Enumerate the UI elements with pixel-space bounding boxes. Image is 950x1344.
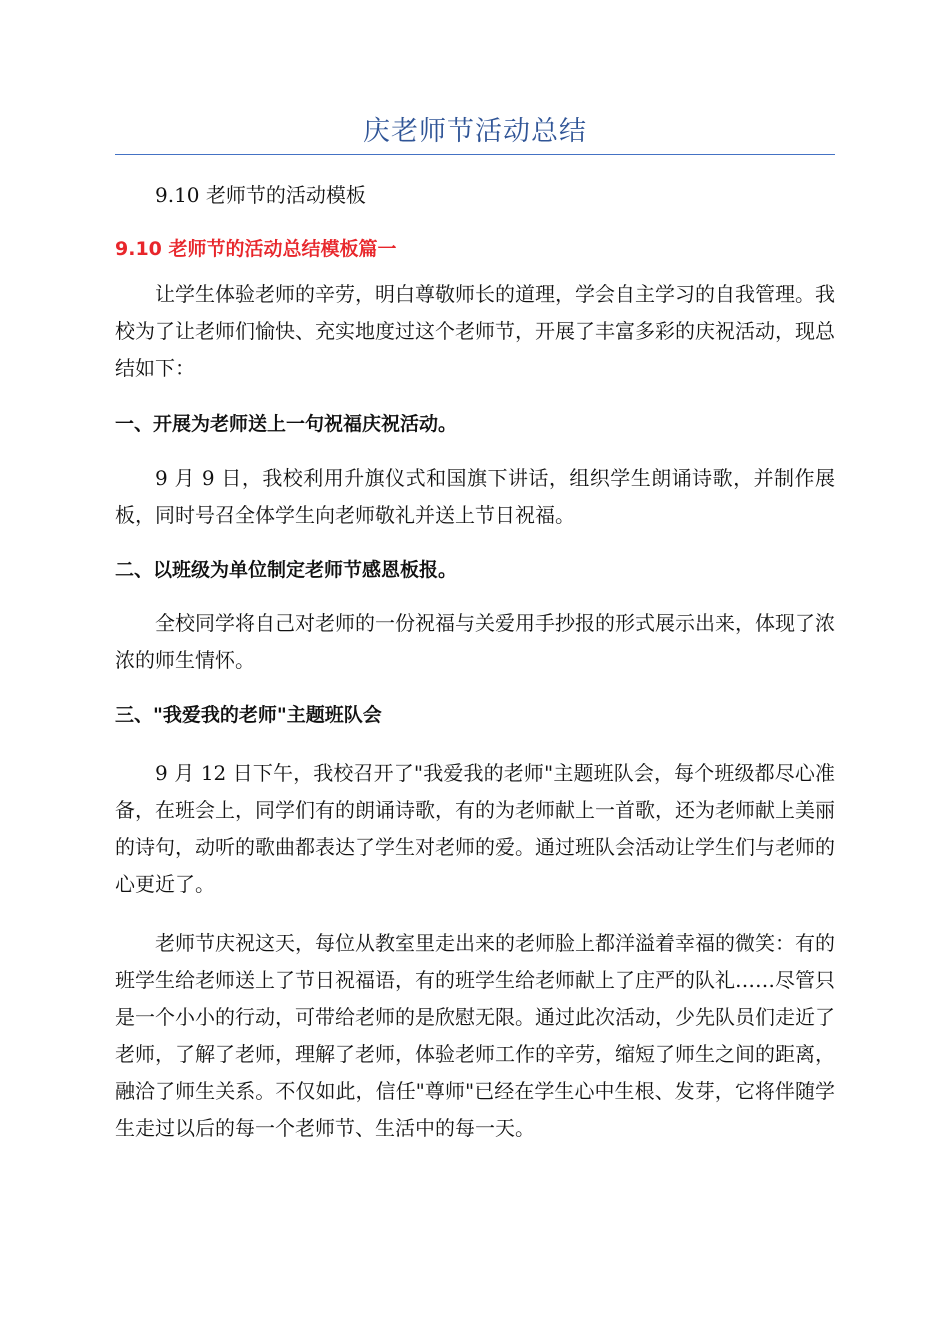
closing-paragraph: 老师节庆祝这天，每位从教室里走出来的老师脸上都洋溢着幸福的微笑：有的班学生给老师送上了节日祝福语，有的班学生给老师献上了庄严的队礼……尽管只是一个小小的行动，可带给老师的是欣慰无限。通过此次活动，少先队员们走近了老师，了解了老师，理解了老师，体验老师工作的辛劳，缩短了师生之间的距离，融洽了师生关系。不仅如此，信任"尊师"已经在学生心中生根、发芽，它将伴随学生走过以后的每一个老师节、生活中的每一天。 (115, 931, 835, 1140)
section-body-3: 9 月 12 日下午，我校召开了"我爱我的老师"主题班队会，每个班级都尽心准备，在班会上，同学们有的朗诵诗歌，有的为老师献上一首歌，还为老师献上美丽的诗句，动听的歌曲都表达了学生对老师的爱。通过班队会活动让学生们与老师的心更近了。 (115, 761, 835, 896)
main-heading: 9.10 老师节的活动总结模板篇一 (115, 238, 397, 260)
intro-paragraph: 让学生体验老师的辛劳，明白尊敬师长的道理，学会自主学习的自我管理。我校为了让老师们愉快、充实地度过这个老师节，开展了丰富多彩的庆祝活动，现总结如下： (115, 282, 835, 380)
section-body-2: 全校同学将自己对老师的一份祝福与关爱用手抄报的形式展示出来，体现了浓浓的师生情怀。 (115, 611, 835, 672)
section-heading-2: 二、以班级为单位制定老师节感恩板报。 (115, 559, 458, 581)
section-heading-1: 一、开展为老师送上一句祝福庆祝活动。 (115, 413, 458, 435)
section-heading-3: 三、"我爱我的老师"主题班队会 (115, 704, 382, 726)
section-body-1: 9 月 9 日，我校利用升旗仪式和国旗下讲话，组织学生朗诵诗歌，并制作展板，同时号召全体学生向老师敬礼并送上节日祝福。 (115, 466, 835, 527)
page-title: 庆老师节活动总结 (363, 116, 587, 147)
title-underline (115, 154, 835, 155)
document-subtitle: 9.10 老师节的活动模板 (155, 183, 366, 207)
